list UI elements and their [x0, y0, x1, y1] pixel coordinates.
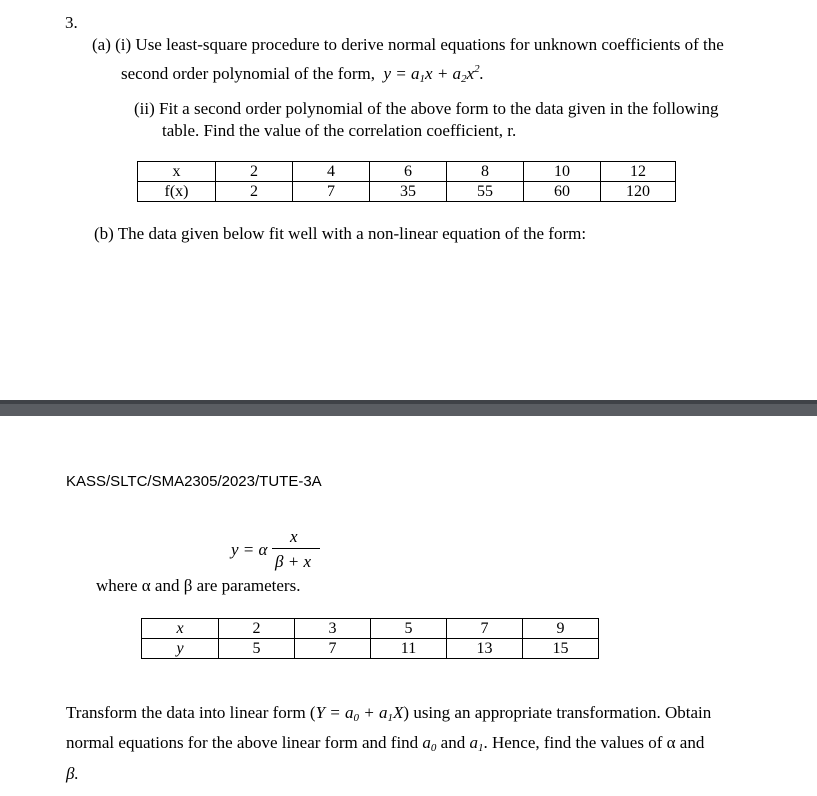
part-a-i-text: second order polynomial of the form, — [121, 64, 375, 83]
part-a-ii-line1: (ii) Fit a second order polynomial of the above form to the data given in the following — [134, 99, 719, 118]
table-cell: 5 — [219, 639, 295, 659]
table-cell: 35 — [370, 182, 447, 202]
data-table-1 — [137, 161, 676, 202]
table-cell: 13 — [447, 639, 523, 659]
parameters-text: where α and β are parameters. — [96, 576, 301, 595]
table-cell: x — [138, 162, 216, 182]
page-reference: KASS/SLTC/SMA2305/2023/TUTE-3A — [66, 473, 322, 490]
final-line2-end: . Hence, find the values of α and — [483, 733, 705, 752]
part-a-i-line2 — [121, 58, 484, 90]
table-row — [142, 619, 599, 639]
table-cell: 3 — [295, 619, 371, 639]
final-line2: normal equations for the above linear form and find $a_0$ and $a_1$. Hence, find the values of α and — [66, 733, 705, 754]
table-cell: 7 — [293, 182, 370, 202]
table-cell: 8 — [447, 162, 524, 182]
linear-form-formula: $Y = a_0 + a_1X$ — [315, 703, 404, 724]
part-b-line1: (b) The data given below fit well with a non-linear equation of the form: — [94, 224, 587, 243]
nonlinear-formula-lhs: y = α — [231, 540, 268, 559]
table-cell: 9 — [523, 619, 599, 639]
table-cell: 7 — [447, 619, 523, 639]
table-row — [138, 182, 676, 202]
final-line1-end: ) using an appropriate transformation. Obtain — [403, 703, 712, 722]
coefficients-formula: $a_0$ — [422, 733, 437, 754]
final-line3: β. — [66, 764, 79, 783]
table-row — [138, 162, 676, 182]
fraction-denominator: β + x — [275, 552, 311, 571]
table-cell: 11 — [371, 639, 447, 659]
table-cell: 2 — [219, 619, 295, 639]
table-cell: 55 — [447, 182, 524, 202]
table-cell: 10 — [524, 162, 601, 182]
polynomial-formula: $y = a_1x + a_2x^2$. — [379, 63, 484, 85]
question-number: 3. — [65, 13, 78, 32]
page-divider — [0, 400, 817, 416]
part-a-ii-line2: table. Find the value of the correlation coefficient, r. — [162, 121, 517, 140]
coefficient-a1: $a_1$ — [469, 733, 484, 754]
table-cell: 15 — [523, 639, 599, 659]
part-a-i-line1: (a) (i) Use least-square procedure to derive normal equations for unknown coefficients of the — [92, 35, 724, 54]
table-cell: 5 — [371, 619, 447, 639]
fraction-bar — [272, 548, 320, 549]
table-cell: 6 — [370, 162, 447, 182]
table-cell: 7 — [295, 639, 371, 659]
table-cell: 4 — [293, 162, 370, 182]
table-cell: y — [142, 639, 219, 659]
table-cell: 2 — [216, 182, 293, 202]
final-line1-start: Transform the data into linear form ( — [66, 703, 316, 722]
table-cell: 2 — [216, 162, 293, 182]
table-cell: 120 — [601, 182, 676, 202]
table-cell: x — [142, 619, 219, 639]
table-row — [142, 639, 599, 659]
table-cell: 60 — [524, 182, 601, 202]
table-cell: f(x) — [138, 182, 216, 202]
final-line2-start: normal equations for the above linear form and find — [66, 733, 419, 752]
table-cell: 12 — [601, 162, 676, 182]
final-line1 — [66, 702, 711, 729]
data-table-2 — [141, 618, 599, 659]
fraction-numerator: x — [290, 527, 298, 546]
